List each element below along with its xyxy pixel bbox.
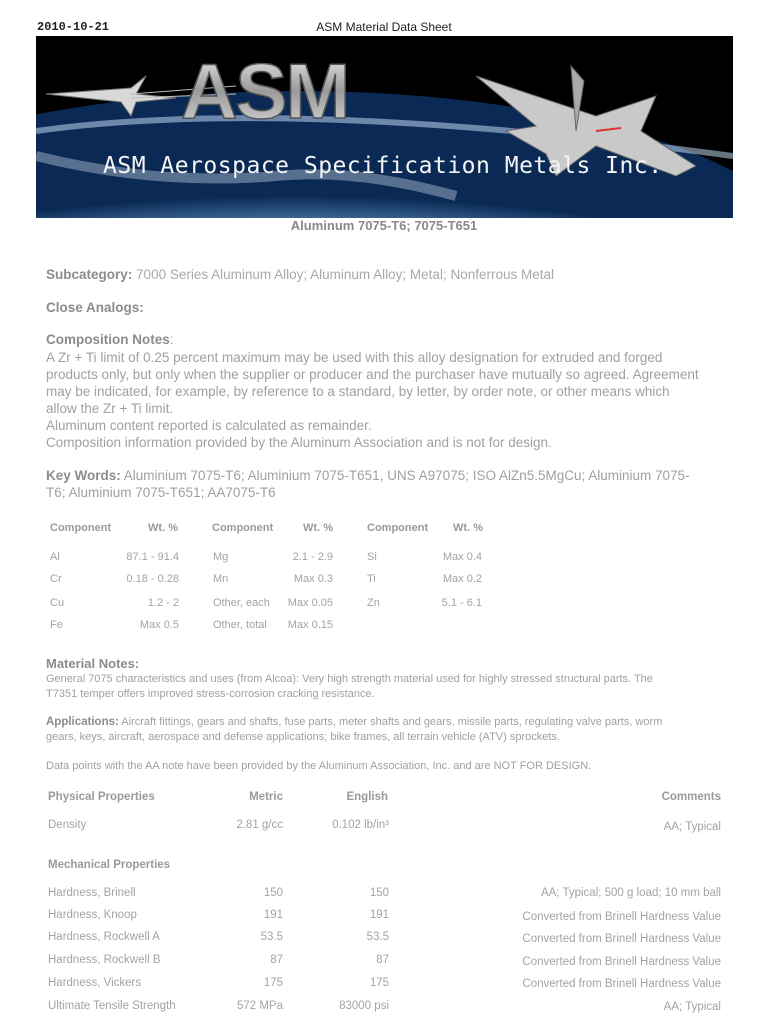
- table-cell: 2.1 - 2.9: [292, 551, 333, 563]
- metric-header: Metric: [249, 791, 283, 803]
- composition-notes-line: Composition information provided by the Aluminum Association and is not for design.: [46, 435, 552, 450]
- table-cell: Converted from Brinell Hardness Value: [522, 911, 721, 923]
- table-cell: Ti: [367, 573, 376, 585]
- table-header: Wt. %: [303, 522, 333, 534]
- document-title: ASM Material Data Sheet: [316, 20, 452, 34]
- table-cell: Max 0.15: [287, 619, 333, 631]
- material-title: Aluminum 7075-T6; 7075-T651: [290, 218, 478, 233]
- composition-notes-line: products only, but only when the supplier or producer and the purchaser have mutually so agreed. Agreement: [46, 367, 699, 382]
- asm-logo-graphic: [181, 47, 348, 135]
- table-header: Wt. %: [453, 522, 483, 534]
- table-cell: 87: [376, 954, 389, 966]
- table-cell: 83000 psi: [339, 1000, 389, 1012]
- table-cell: Converted from Brinell Hardness Value: [522, 956, 721, 968]
- table-cell: 0.102 lb/in³: [332, 819, 389, 831]
- close-analogs-label: Close Analogs:: [46, 300, 144, 315]
- applications-line: Aircraft fittings, gears and shafts, fuse parts, meter shafts and gears, missile parts, regulating valve parts, worm: [121, 716, 663, 728]
- table-cell: 175: [369, 977, 389, 989]
- table-cell: 0.18 - 0.28: [126, 573, 179, 585]
- table-cell: Al: [50, 551, 60, 563]
- composition-notes-line: may be indicated, for example, by reference to a standard, by letter, by order note, or other means which: [46, 384, 670, 399]
- key-words-line: Aluminium 7075-T6; Aluminium 7075-T651, UNS A97075; ISO AlZn5.5MgCu; Aluminium 7075-: [123, 468, 690, 483]
- table-cell: Converted from Brinell Hardness Value: [522, 933, 721, 945]
- applications-label: Applications:: [46, 716, 119, 728]
- table-cell: AA; Typical: [663, 821, 721, 833]
- composition-notes-line: allow the Zr + Ti limit.: [46, 401, 174, 416]
- table-cell: 5.1 - 6.1: [441, 597, 482, 609]
- table-cell: Hardness, Rockwell A: [48, 931, 160, 943]
- table-cell: Other, each: [213, 597, 270, 609]
- table-cell: Max 0.4: [442, 551, 482, 563]
- table-cell: Max 0.2: [442, 573, 482, 585]
- table-cell: Max 0.3: [293, 573, 333, 585]
- table-cell: Fe: [50, 619, 63, 631]
- table-cell: 150: [263, 887, 283, 899]
- table-cell: Max 0.05: [287, 597, 333, 609]
- table-cell: Other, total: [213, 619, 267, 631]
- subcategory-value: 7000 Series Aluminum Alloy; Aluminum Alloy; Metal; Nonferrous Metal: [136, 267, 554, 282]
- composition-notes-heading: Composition Notes:: [46, 332, 174, 347]
- table-cell: Mg: [213, 551, 229, 563]
- table-cell: Si: [367, 551, 377, 563]
- table-cell: 175: [263, 977, 283, 989]
- subcategory-label: Subcategory:: [46, 267, 133, 282]
- table-cell: Hardness, Rockwell B: [48, 954, 161, 966]
- table-cell: Hardness, Knoop: [48, 909, 137, 921]
- table-cell: 572 MPa: [236, 1000, 283, 1012]
- subcategory: [46, 267, 554, 282]
- composition-notes-line: A Zr + Ti limit of 0.25 percent maximum may be used with this alloy designation for extruded and forged: [46, 350, 663, 365]
- key-words: [46, 467, 726, 501]
- table-cell: Density: [48, 819, 87, 831]
- physical-properties-header: Physical Properties: [48, 791, 155, 803]
- comments-header: Comments: [661, 791, 721, 803]
- table-cell: 2.81 g/cc: [236, 819, 283, 831]
- table-cell: 150: [369, 887, 389, 899]
- table-header: Wt. %: [148, 522, 178, 534]
- material-notes-line: General 7075 characteristics and uses (from Alcoa): Very high strength material used for highly stressed structural parts. The: [46, 673, 653, 685]
- table-cell: 53.5: [260, 931, 283, 943]
- material-notes-text: [46, 672, 726, 702]
- table-cell: 87: [270, 954, 283, 966]
- table-cell: 87.1 - 91.4: [126, 551, 179, 563]
- table-cell: Hardness, Brinell: [48, 887, 136, 899]
- table-cell: 1.2 - 2: [147, 597, 179, 609]
- company-name: ASM Aerospace Specification Metals Inc.: [103, 153, 663, 179]
- table-cell: Converted from Brinell Hardness Value: [522, 978, 721, 990]
- table-cell: 191: [263, 909, 283, 921]
- mechanical-properties-header: Mechanical Properties: [48, 859, 171, 871]
- composition-notes-text: [46, 349, 726, 451]
- english-header: English: [346, 791, 388, 803]
- banner-image: [36, 36, 733, 218]
- applications: [46, 715, 726, 745]
- material-notes-label: Material Notes:: [46, 656, 140, 671]
- svg-text:ASM: ASM: [181, 47, 349, 135]
- table-cell: 53.5: [366, 931, 389, 943]
- table-cell: Ultimate Tensile Strength: [48, 1000, 176, 1012]
- table-header: Component: [212, 522, 274, 534]
- table-cell: Zn: [367, 597, 380, 609]
- composition-notes-line: Aluminum content reported is calculated as remainder.: [46, 418, 372, 433]
- date: 2010-10-21: [37, 20, 110, 34]
- key-words-line: T6; Aluminium 7075-T651; AA7075-T6: [46, 485, 276, 500]
- applications-line: gears, keys, aircraft, aerospace and defense applications; bike frames, all terrain vehicle (ATV) sprockets.: [46, 731, 560, 743]
- aa-note: Data points with the AA note have been provided by the Aluminum Association, Inc. and are NOT FOR DESIGN.: [46, 760, 592, 772]
- material-notes-line: T7351 temper offers improved stress-corrosion cracking resistance.: [46, 688, 375, 700]
- table-cell: Max 0.5: [139, 619, 179, 631]
- table-cell: 191: [369, 909, 389, 921]
- table-header: Component: [367, 522, 429, 534]
- table-cell: Cr: [50, 573, 62, 585]
- table-cell: AA; Typical; 500 g load; 10 mm ball: [540, 887, 721, 899]
- table-cell: AA; Typical: [663, 1001, 721, 1013]
- composition-notes-label: Composition Notes: [46, 332, 170, 347]
- table-cell: Hardness, Vickers: [48, 977, 142, 989]
- table-header: Component: [50, 522, 112, 534]
- table-cell: Mn: [213, 573, 229, 585]
- table-cell: Cu: [50, 597, 65, 609]
- key-words-label: Key Words:: [46, 468, 121, 483]
